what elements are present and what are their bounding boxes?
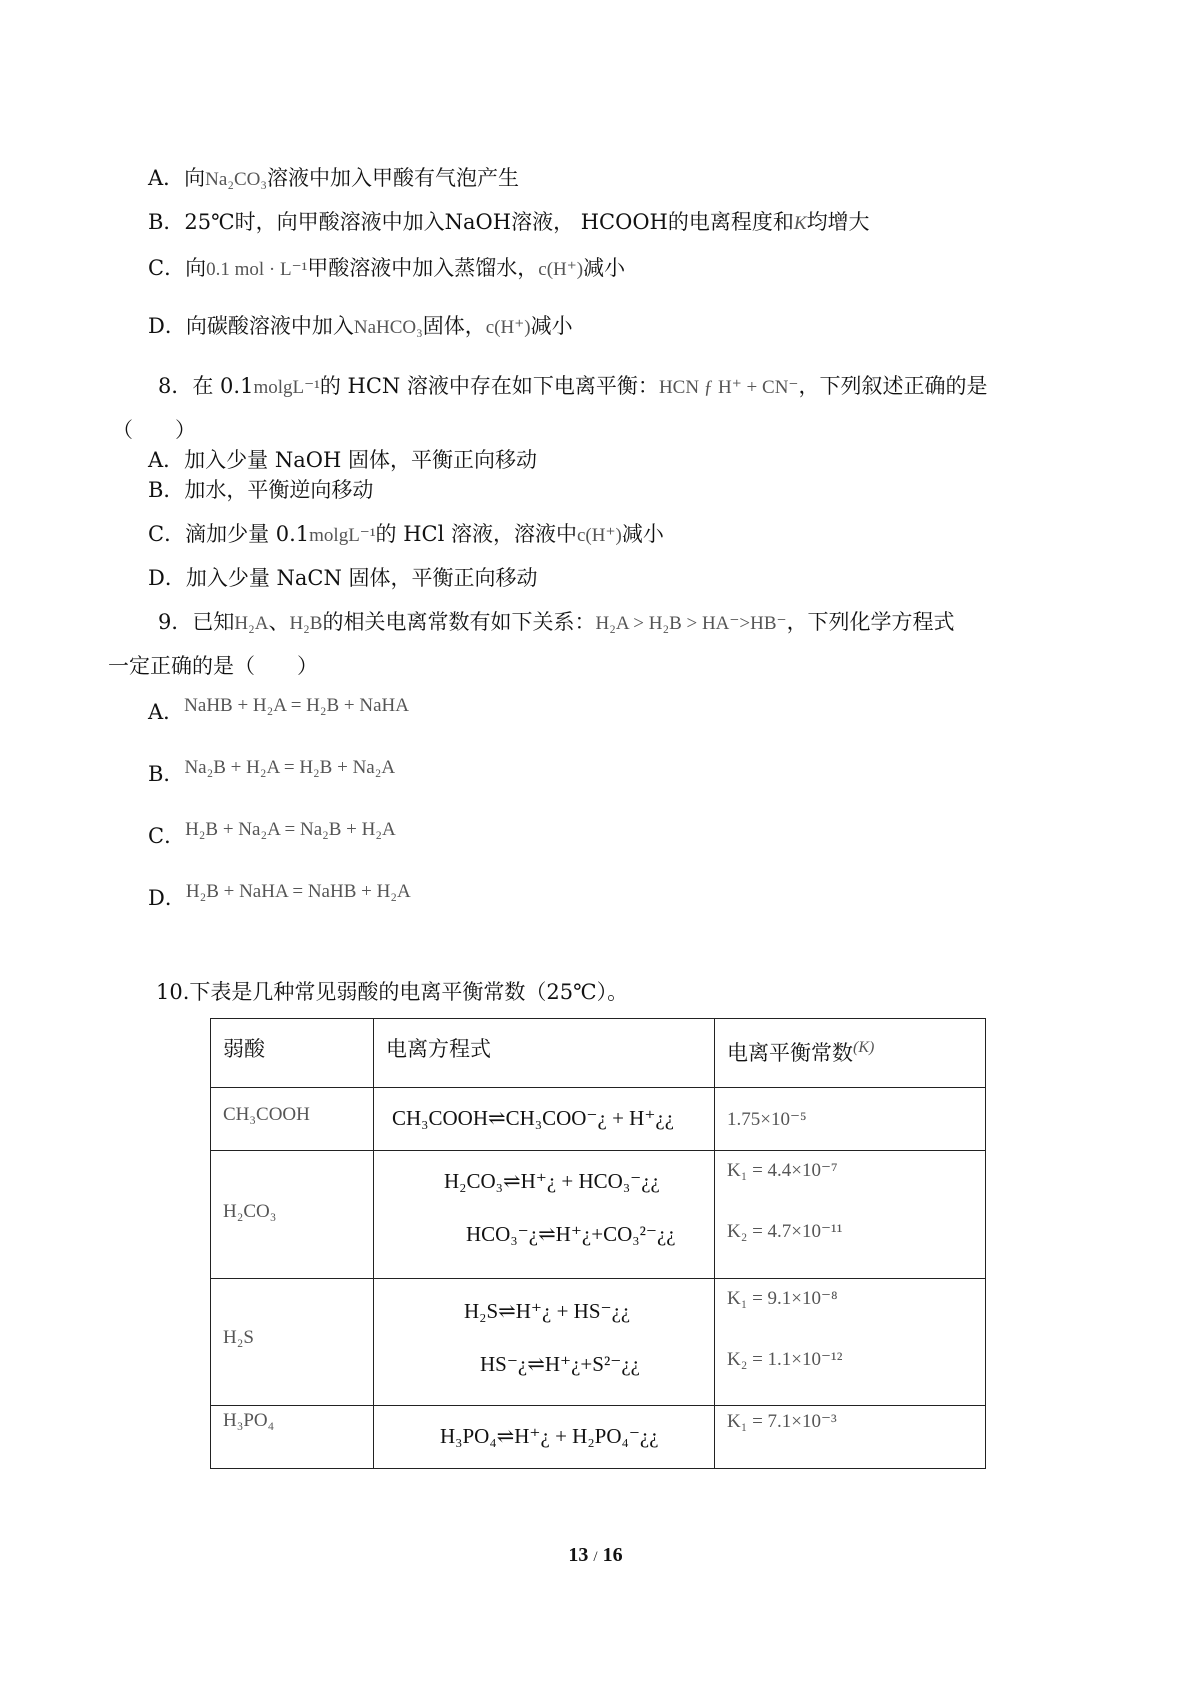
header-equation xyxy=(374,1019,715,1088)
q7-d-mid: 固体， xyxy=(422,314,486,338)
table-row xyxy=(211,1151,986,1279)
q9-relation: H₂A > H₂B > HA⁻>HB⁻ xyxy=(595,613,787,634)
page-total: 16 xyxy=(602,1544,623,1566)
table-row xyxy=(211,1088,986,1151)
constant-value: K₁ = 7.1×10⁻³ xyxy=(727,1411,837,1432)
table-row xyxy=(211,1279,986,1406)
q7-a-formula: Na₂CO₃ xyxy=(205,169,267,190)
q8-stem-suffix: ，下列叙述正确的是 xyxy=(798,374,988,398)
q9-h2b: H₂B xyxy=(289,613,323,634)
equation-text: H₂S⇌H⁺¿ + HS⁻¿¿ xyxy=(464,1299,631,1323)
header-constant-text xyxy=(715,1019,985,1087)
constant-cell xyxy=(715,1151,986,1279)
equation-cell xyxy=(374,1406,715,1469)
q7-b-k: K xyxy=(793,213,807,234)
q9-stem-mid: 的相关电离常数有如下关系： xyxy=(322,610,596,634)
q7-option-d xyxy=(148,312,573,342)
q8-c-unit: molgL⁻¹ xyxy=(309,525,376,546)
equation-text: HS⁻¿⇌H⁺¿+S²⁻¿¿ xyxy=(480,1352,640,1376)
q7-c-suffix: 减小 xyxy=(583,256,626,280)
q7-d-prefix: D．向碳酸溶液中加入 xyxy=(148,314,354,338)
q8-stem xyxy=(158,372,987,402)
header-equation-text: 电离方程式 xyxy=(386,1037,491,1061)
constant-cell xyxy=(715,1406,986,1469)
table-header-row xyxy=(211,1019,986,1088)
equation-cell xyxy=(374,1151,715,1279)
q7-c-prefix: C．向 xyxy=(148,256,207,280)
q9-option-d xyxy=(148,881,411,914)
q9-option-a-equation: NaHB + H₂A = H₂B + NaHA xyxy=(184,695,409,716)
q8-option-c xyxy=(148,520,664,550)
q8-stem-prefix: 8．在 0.1 xyxy=(158,374,254,398)
q9-option-d-label: D． xyxy=(148,886,186,910)
q9-option-a xyxy=(148,695,409,728)
q9-h2a: H₂A xyxy=(234,613,269,634)
constant-value: K₂ = 4.7×10⁻¹¹ xyxy=(727,1221,843,1242)
q9-option-b xyxy=(148,757,396,790)
q9-stem-prefix: 9．已知 xyxy=(158,610,235,634)
equation-text: H₂CO₃⇌H⁺¿ + HCO₃⁻¿¿ xyxy=(444,1169,660,1193)
equation-cell xyxy=(374,1088,715,1151)
constant-cell xyxy=(715,1088,986,1151)
q8-c-mid: 的 HCl 溶液，溶液中 xyxy=(375,522,577,546)
acid-cell xyxy=(211,1406,374,1469)
q8-option-d: D．加入少量 NaCN 固体，平衡正向移动 xyxy=(148,566,538,590)
header-constant xyxy=(715,1019,986,1088)
acid-cell xyxy=(211,1151,374,1279)
acid-cell xyxy=(211,1279,374,1406)
equation-text: CH₃COOH⇌CH₃COO⁻¿ + H⁺¿¿ xyxy=(392,1106,675,1130)
q9-stem-suffix: ，下列化学方程式 xyxy=(786,610,955,634)
page-current: 13 xyxy=(568,1544,589,1566)
q8-option-a: A．加入少量 NaOH 固体，平衡正向移动 xyxy=(148,448,537,472)
acid-name: H₂S xyxy=(223,1327,254,1348)
q7-a-suffix: 溶液中加入甲酸有气泡产生 xyxy=(266,166,519,190)
q9-option-c xyxy=(148,819,396,852)
q9-sep: 、 xyxy=(268,610,290,634)
constant-value: 1.75×10⁻⁵ xyxy=(727,1109,807,1130)
page-separator: / xyxy=(593,1549,598,1565)
acid-cell xyxy=(211,1088,374,1151)
header-acid xyxy=(211,1019,374,1088)
table-row xyxy=(211,1406,986,1469)
q8-c-suffix: 减小 xyxy=(621,522,664,546)
q8-answer-paren: （ ） xyxy=(112,418,196,442)
q7-option-c xyxy=(148,254,625,284)
acid-constants-table xyxy=(210,1018,986,1469)
q9-stem xyxy=(158,608,955,638)
q7-b-text: B．25℃时，向甲酸溶液中加入NaOH溶液， HCOOH的电离程度和 xyxy=(148,210,794,234)
constant-value: K₁ = 4.4×10⁻⁷ xyxy=(727,1160,838,1181)
header-constant-k: (K) xyxy=(853,1039,875,1056)
q7-c-conc: 0.1 mol · L⁻¹ xyxy=(206,259,308,280)
q7-c-ch: c(H⁺) xyxy=(538,259,584,280)
q9-option-d-equation: H₂B + NaHA = NaHB + H₂A xyxy=(185,881,411,902)
q9-option-c-equation: H₂B + Na₂A = Na₂B + H₂A xyxy=(185,819,396,840)
q7-d-formula: NaHCO₃ xyxy=(353,317,423,338)
q9-stem-line2: 一定正确的是（ ） xyxy=(108,654,318,678)
equation-text: H₃PO₄⇌H⁺¿ + H₂PO₄⁻¿¿ xyxy=(440,1424,659,1448)
q7-d-suffix: 减小 xyxy=(530,314,573,338)
q7-c-mid: 甲酸溶液中加入蒸馏水， xyxy=(307,256,539,280)
equation-text: HCO₃⁻¿⇌H⁺¿+CO₃²⁻¿¿ xyxy=(466,1222,676,1246)
acid-name: CH₃COOH xyxy=(223,1104,310,1125)
q7-option-a xyxy=(148,164,519,194)
q8-option-b: B．加水，平衡逆向移动 xyxy=(148,478,374,502)
q7-a-prefix: A．向 xyxy=(148,166,206,190)
q8-stem-unit: molgL⁻¹ xyxy=(253,377,320,398)
acid-name: H₃PO₄ xyxy=(223,1410,275,1431)
q7-d-ch: c(H⁺) xyxy=(485,317,531,338)
header-constant-label: 电离平衡常数 xyxy=(727,1041,853,1065)
q9-option-b-equation: Na₂B + H₂A = H₂B + Na₂A xyxy=(184,757,396,778)
acid-name: H₂CO₃ xyxy=(223,1201,277,1222)
q8-c-ch: c(H⁺) xyxy=(576,525,622,546)
constant-value: K₁ = 9.1×10⁻⁸ xyxy=(727,1288,838,1309)
q9-option-a-label: A． xyxy=(148,700,185,724)
q8-stem-equation: HCN ƒ H⁺ + CN⁻ xyxy=(658,377,799,398)
q7-b-suffix: 均增大 xyxy=(806,210,870,234)
q9-option-b-label: B． xyxy=(148,762,185,786)
equation-cell xyxy=(374,1279,715,1406)
page-number xyxy=(0,1544,1191,1567)
q10-stem: 10.下表是几种常见弱酸的电离平衡常数（25℃）。 xyxy=(156,980,629,1004)
q8-c-prefix: C．滴加少量 0.1 xyxy=(148,522,310,546)
q7-option-b xyxy=(148,208,870,238)
header-acid-text: 弱酸 xyxy=(223,1037,265,1061)
q9-option-c-label: C． xyxy=(148,824,186,848)
q8-stem-mid: 的 HCN 溶液中存在如下电离平衡： xyxy=(319,374,659,398)
constant-cell xyxy=(715,1279,986,1406)
constant-value: K₂ = 1.1×10⁻¹² xyxy=(727,1349,843,1370)
